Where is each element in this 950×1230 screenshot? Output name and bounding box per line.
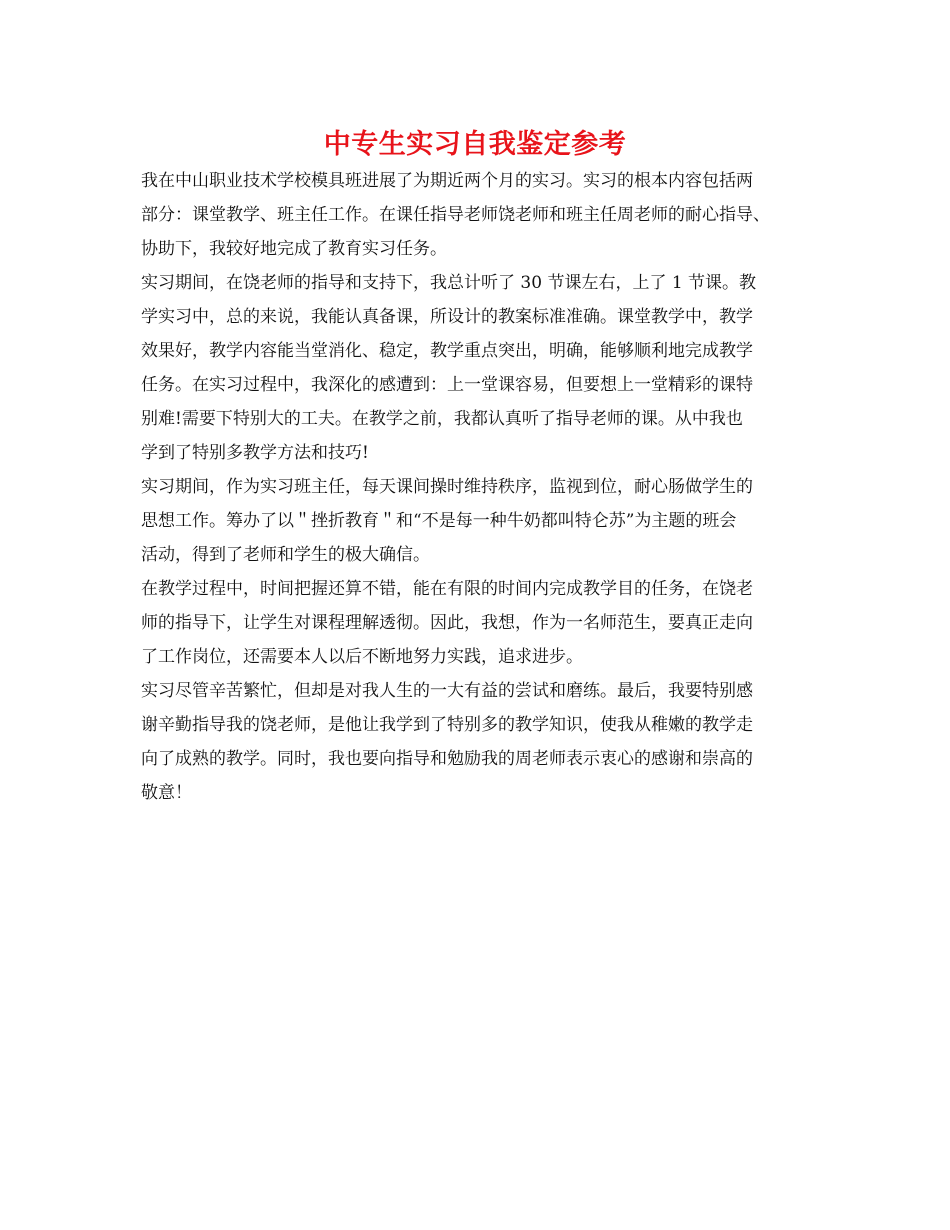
body-line: 思想工作。筹办了以＂挫折教育＂和“不是每一种牛奶都叫特仑苏”为主题的班会 [141, 511, 737, 531]
body-line: 实习期间，作为实习班主任，每天课间操时维持秩序，监视到位，耐心肠做学生的 [141, 477, 753, 497]
body-line: 效果好，教学内容能当堂消化、稳定，教学重点突出，明确，能够顺利地完成教学 [141, 341, 753, 361]
body-line: 敬意！ [141, 783, 192, 803]
body-line: 学到了特别多教学方法和技巧! [141, 443, 369, 463]
document-title: 中专生实习自我鉴定参考 [323, 129, 627, 160]
body-line: 我在中山职业技术学校模具班进展了为期近两个月的实习。实习的根本内容包括两 [141, 171, 753, 191]
body-line: 部分：课堂教学、班主任工作。在课任指导老师饶老师和班主任周老师的耐心指导、 [141, 205, 770, 225]
body-line: 实习尽管辛苦繁忙，但却是对我人生的一大有益的尝试和磨练。最后，我要特别感 [141, 681, 753, 701]
body-line: 谢辛勤指导我的饶老师，是他让我学到了特别多的教学知识，使我从稚嫩的教学走 [141, 715, 753, 735]
body-line: 师的指导下，让学生对课程理解透彻。因此，我想，作为一名师范生，要真正走向 [141, 613, 753, 633]
body-line: 任务。在实习过程中，我深化的感遭到：上一堂课容易，但要想上一堂精彩的课特 [141, 375, 753, 395]
body-line: 了工作岗位，还需要本人以后不断地努力实践，追求进步。 [141, 647, 583, 667]
body-line: 学实习中，总的来说，我能认真备课，所设计的教案标准准确。课堂教学中，教学 [141, 307, 753, 327]
body-line: 在教学过程中，时间把握还算不错，能在有限的时间内完成教学目的任务，在饶老 [141, 579, 753, 599]
document-body [141, 164, 811, 810]
body-line: 活动，得到了老师和学生的极大确信。 [141, 545, 430, 565]
body-line: 别难!需要下特别大的工夫。在教学之前，我都认真听了指导老师的课。从中我也 [141, 409, 743, 429]
body-line: 实习期间，在饶老师的指导和支持下，我总计听了 30 节课左右，上了 1 节课。教 [141, 273, 757, 293]
body-line: 协助下，我较好地完成了教育实习任务。 [141, 239, 447, 259]
body-line: 向了成熟的教学。同时，我也要向指导和勉励我的周老师表示衷心的感谢和崇高的 [141, 749, 753, 769]
